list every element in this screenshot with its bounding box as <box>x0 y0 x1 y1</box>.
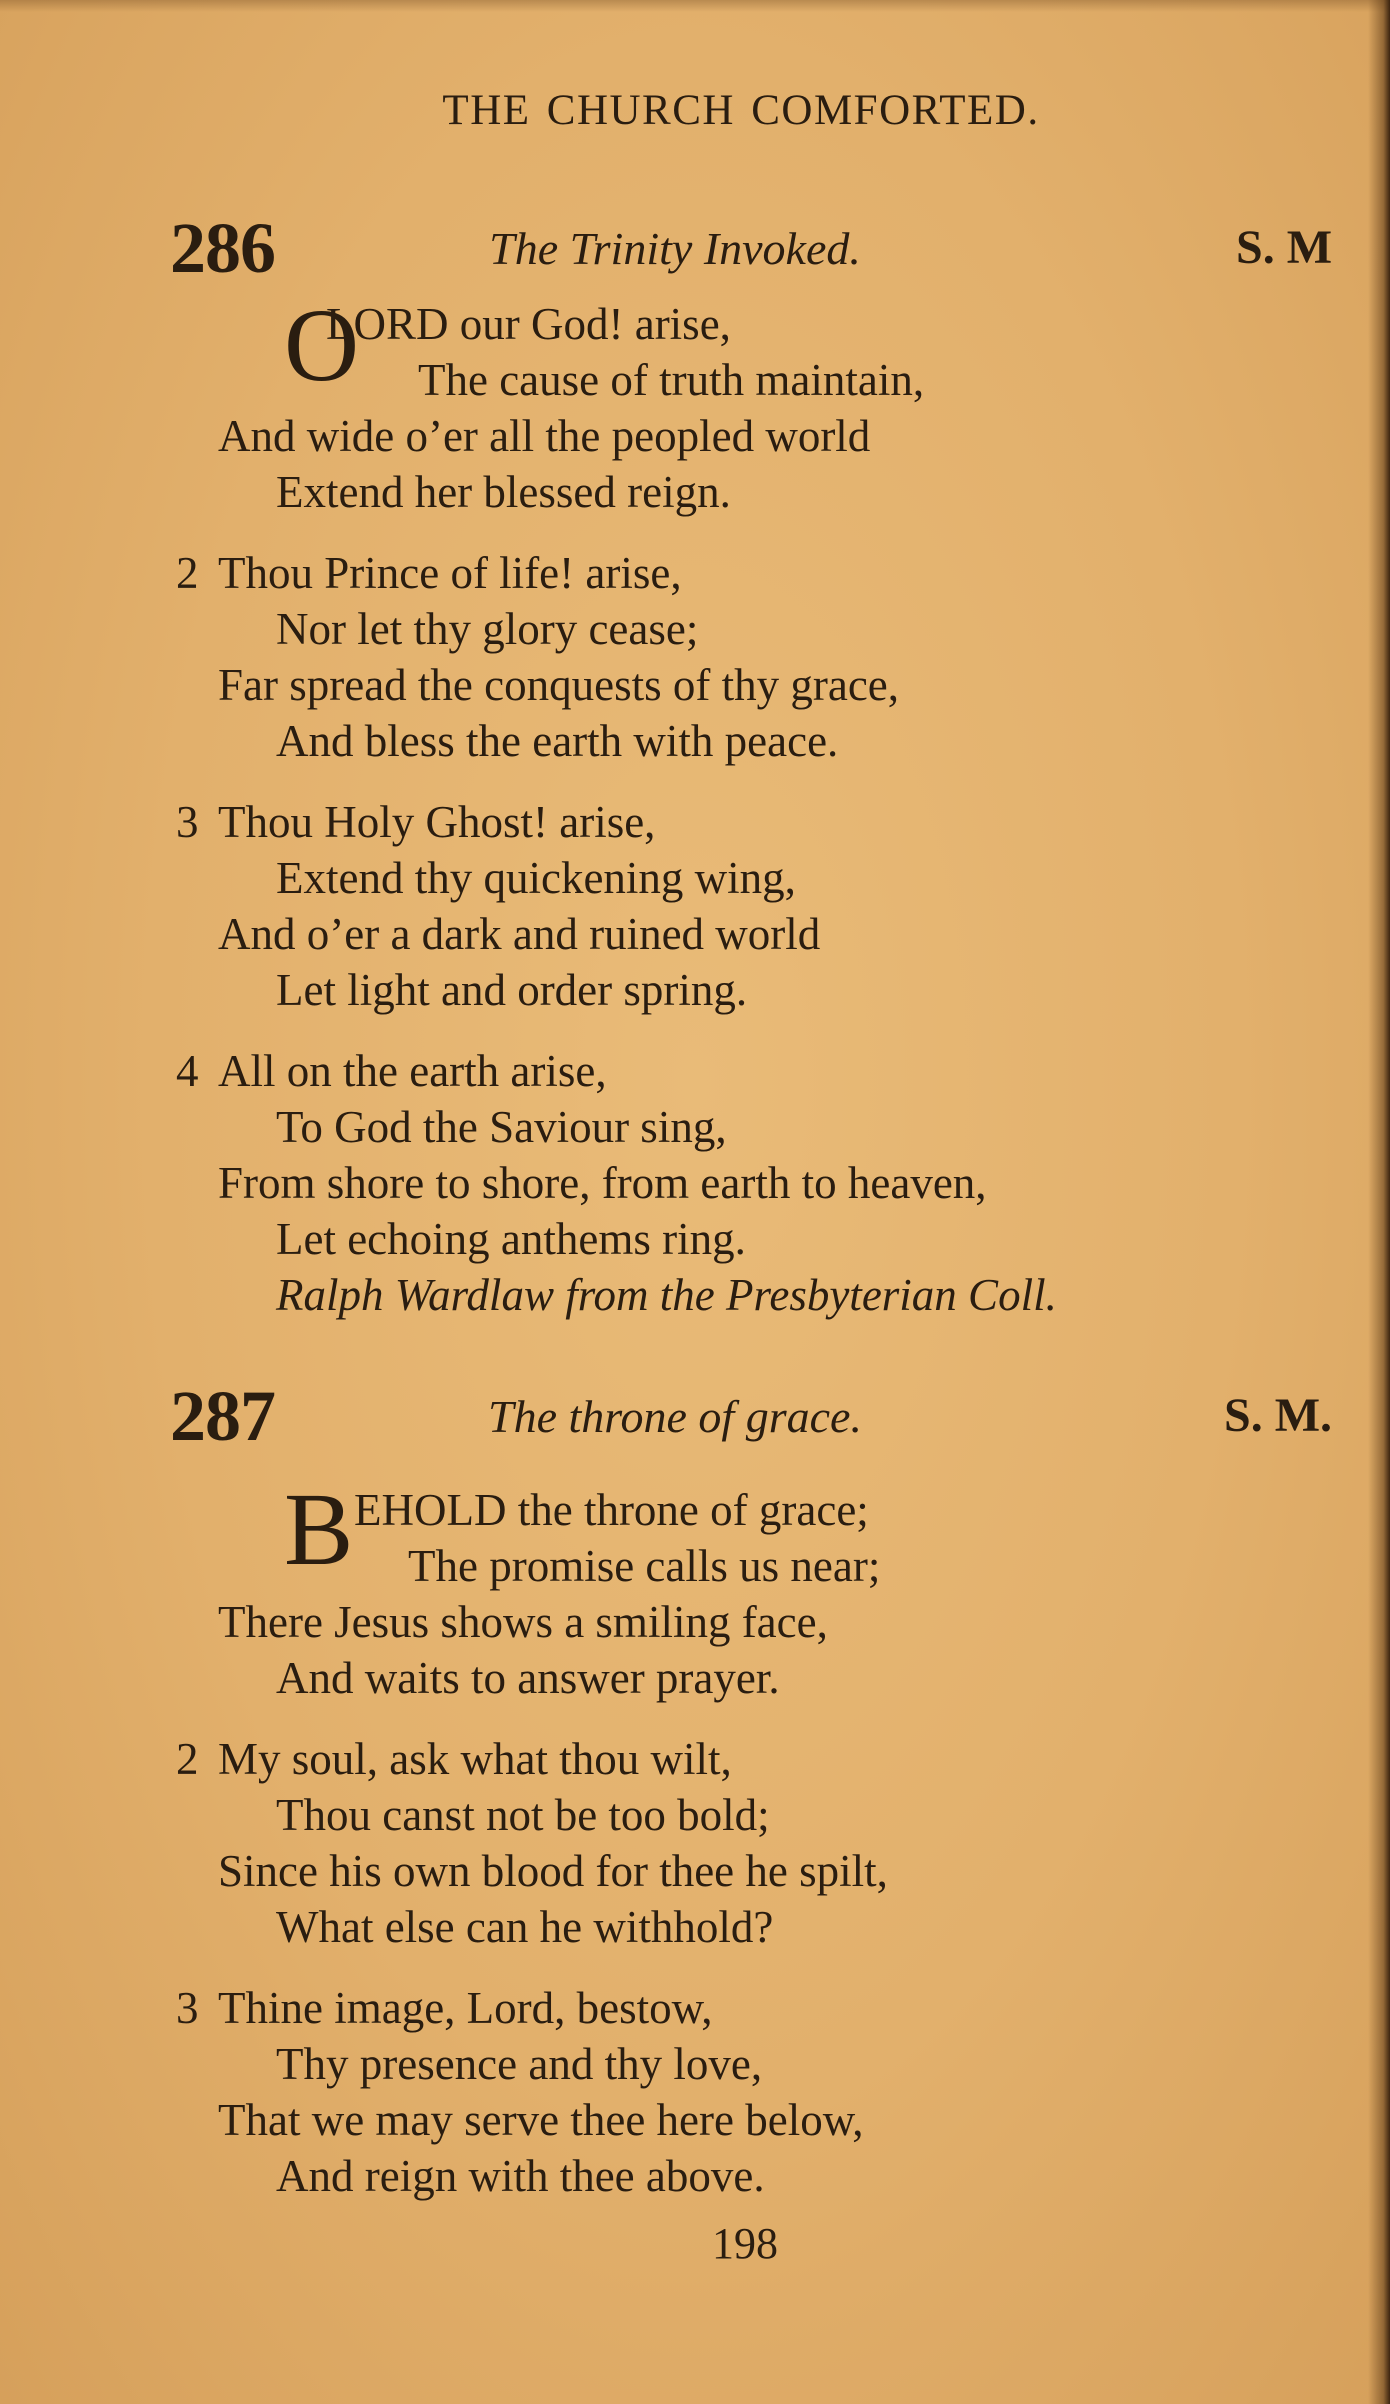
verse-line: There Jesus shows a smiling face, <box>218 1597 828 1647</box>
verse-line: What else can he withhold? <box>276 1902 774 1952</box>
hymn-meter: S. M. <box>1224 1389 1332 1442</box>
verse-line: 3 Thou Holy Ghost! arise, <box>218 794 1358 850</box>
verse-2 <box>176 545 1358 769</box>
verse-line: 3 Thine image, Lord, bestow, <box>218 1980 1358 2036</box>
verse-number: 3 <box>176 797 199 847</box>
hymn-number: 287 <box>170 1376 275 1456</box>
verse-line: Since his own blood for thee he spilt, <box>218 1846 888 1896</box>
page-top-shadow <box>0 0 1390 12</box>
verse-line: The promise calls us near; <box>408 1541 881 1591</box>
hymn-title: The throne of grace. <box>488 1391 862 1442</box>
running-head: THE CHURCH COMFORTED. <box>442 87 1040 134</box>
verse-line: 2 Thou Prince of life! arise, <box>218 545 1358 601</box>
verse-line: To God the Saviour sing, <box>276 1102 727 1152</box>
hymn-attribution: Ralph Wardlaw from the Presbyterian Coll. <box>276 1270 1057 1320</box>
verse-line: LORD our God! arise, <box>326 299 731 349</box>
verse-number: 3 <box>176 1983 199 2033</box>
verse-1 <box>218 288 1358 520</box>
verse-line: Let light and order spring. <box>276 965 748 1015</box>
page-binding-edge <box>1368 0 1390 2404</box>
drop-cap: O <box>284 288 360 403</box>
verse-3 <box>176 1980 1358 2204</box>
verse-line: That we may serve thee here below, <box>218 2095 864 2145</box>
hymn-body-287 <box>176 1472 1358 2204</box>
verse-line: Nor let thy glory cease; <box>276 604 699 654</box>
hymn-meter: S. M <box>1236 221 1332 274</box>
verse-number: 4 <box>176 1046 199 1096</box>
verse-3 <box>176 794 1358 1018</box>
verse-line: From shore to shore, from earth to heaven, <box>218 1158 987 1208</box>
verse-number: 2 <box>176 548 199 598</box>
verse-line: 4 All on the earth arise, <box>218 1043 1358 1099</box>
verse-line: And wide o’er all the peopled world <box>218 411 871 461</box>
verse-line: Far spread the conquests of thy grace, <box>218 660 900 710</box>
hymn-title: The Trinity Invoked. <box>489 223 861 274</box>
verse-line: EHOLD the throne of grace; <box>354 1485 869 1535</box>
hymn-number: 286 <box>170 208 275 288</box>
hymn-header-287 <box>170 1376 1332 1460</box>
verse-line: The cause of truth maintain, <box>418 355 925 405</box>
hymn-body-286 <box>176 288 1358 1323</box>
verse-line: Thy presence and thy love, <box>276 2039 763 2089</box>
verse-line: And waits to answer prayer. <box>276 1653 780 1703</box>
verse-4 <box>176 1043 1358 1267</box>
verse-2 <box>176 1731 1358 1955</box>
verse-1 <box>218 1472 1358 1706</box>
verse-line: And o’er a dark and ruined world <box>218 909 821 959</box>
drop-cap: B <box>284 1472 354 1587</box>
verse-line: Thou canst not be too bold; <box>276 1790 770 1840</box>
page-number: 198 <box>712 2219 778 2268</box>
verse-line: Extend her blessed reign. <box>276 467 731 517</box>
verse-number: 2 <box>176 1734 199 1784</box>
verse-line: 2 My soul, ask what thou wilt, <box>218 1731 1358 1787</box>
verse-line: Let echoing anthems ring. <box>276 1214 746 1264</box>
verse-line: And bless the earth with peace. <box>276 716 839 766</box>
verse-line: Extend thy quickening wing, <box>276 853 796 903</box>
verse-line: And reign with thee above. <box>276 2151 765 2201</box>
hymn-header-286 <box>170 208 1332 292</box>
